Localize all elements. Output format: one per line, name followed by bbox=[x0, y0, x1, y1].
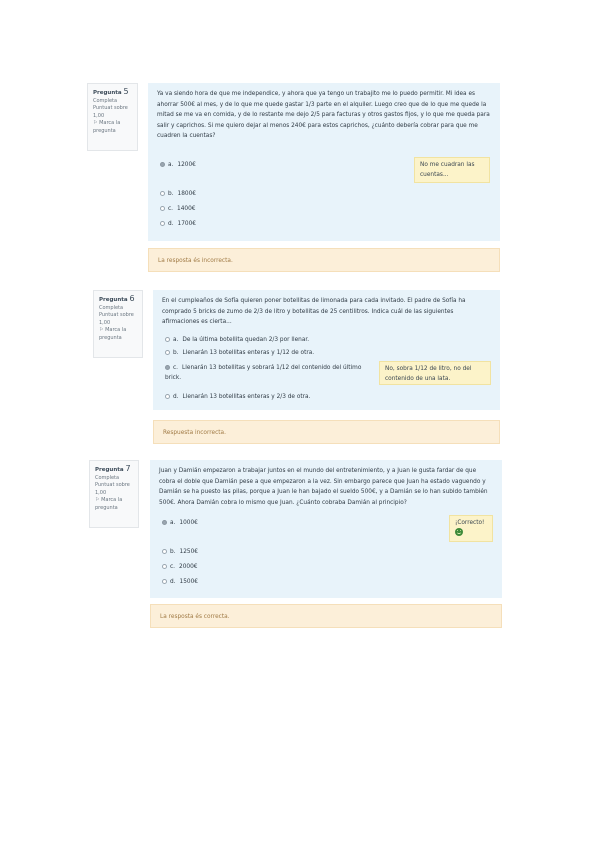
question-number bbox=[93, 88, 132, 98]
flag-question-link[interactable] bbox=[93, 120, 132, 128]
answer-option-c[interactable] bbox=[162, 563, 197, 571]
answer-letter: b. bbox=[173, 350, 179, 356]
answer-text: Llenarán 13 botellitas enteras y 1/12 de otra. bbox=[182, 350, 315, 356]
flag-question-link-line2[interactable]: pregunta bbox=[93, 127, 116, 134]
answer-letter: a. bbox=[170, 520, 176, 526]
answer-option-a[interactable] bbox=[165, 336, 309, 344]
flag-icon: ⚐ bbox=[99, 327, 104, 333]
flag-icon: ⚐ bbox=[93, 120, 98, 126]
answer-option-b[interactable] bbox=[160, 190, 196, 198]
answer-letter: b. bbox=[170, 549, 176, 555]
answer-feedback bbox=[449, 515, 493, 542]
answer-option-c[interactable] bbox=[160, 205, 195, 213]
radio-button[interactable] bbox=[160, 206, 165, 211]
flag-label: Marca la bbox=[105, 327, 127, 333]
question-number-value: 5 bbox=[123, 87, 129, 96]
question-outcome-7: La resposta és correcta. bbox=[150, 604, 502, 628]
radio-button[interactable] bbox=[162, 564, 167, 569]
question-label: Pregunta bbox=[95, 467, 124, 473]
answer-text: 1000€ bbox=[179, 520, 198, 526]
radio-button[interactable] bbox=[162, 520, 167, 525]
question-formulation-7 bbox=[150, 460, 502, 598]
answer-text: 1250€ bbox=[179, 549, 198, 555]
question-grade-value: 1,00 bbox=[93, 112, 105, 119]
question-text: Ya va siendo hora de que me independice, y ahora que ya tengo un trabajito me lo puedo permitir. Mi idea es ahorrar 500€ al mes, y de lo que me quede gastar 1/3 parte en el alquiler. Luego creo que de lo que me quede la mitad se me va en comida, y de lo restante me dejo 2/5 para facturas y otros gastos fijos, y lo que me queda para salir y caprichos. Si me quiero dejar al menos 240€ para estos caprichos, ¿cuánto debería cobrar para que me cuadren la cuentas? bbox=[157, 91, 490, 139]
answer-text: Llenarán 13 botellitas y sobrará 1/12 del contenido del último brick. bbox=[165, 365, 362, 381]
question-info-5 bbox=[87, 83, 138, 151]
answer-option-a[interactable] bbox=[160, 161, 196, 169]
answer-letter: d. bbox=[168, 221, 174, 227]
radio-button[interactable] bbox=[160, 162, 165, 167]
answer-letter: a. bbox=[173, 337, 179, 343]
question-number-value: 7 bbox=[125, 464, 131, 473]
question-state: Completa bbox=[93, 97, 118, 104]
answer-text: 2000€ bbox=[179, 564, 198, 570]
question-number bbox=[99, 295, 137, 305]
question-label: Pregunta bbox=[93, 90, 122, 96]
answer-text: Llenarán 13 botellitas enteras y 2/3 de otra. bbox=[182, 394, 311, 400]
question-number-value: 6 bbox=[129, 294, 135, 303]
answer-feedback: No me cuadran las cuentas... bbox=[414, 157, 490, 183]
answer-option-b[interactable] bbox=[162, 548, 198, 556]
question-number bbox=[95, 465, 133, 475]
question-text: Juan y Damián empezaron a trabajar juntos en el mundo del entretenimiento, y a Juan le gusta fardar de que cobra el doble que Damián pese a que empezaron a la vez. Sin embargo parece que Juan ha estado vaguendo y Damián se ha puesto las pilas, porque a Juan le han bajado el sueldo 500€, y a Damián se lo han subido también 500€. Ahora Damián cobra lo mismo que Juan. ¿Cuánto cobraba Damián al principio? bbox=[159, 468, 488, 506]
question-info-6 bbox=[93, 290, 143, 358]
answer-letter: d. bbox=[170, 579, 176, 585]
answer-text: 1800€ bbox=[177, 191, 196, 197]
question-info-7 bbox=[89, 460, 139, 528]
answer-text: 1200€ bbox=[177, 162, 196, 168]
radio-button[interactable] bbox=[160, 191, 165, 196]
question-grade-label: Puntuat sobre bbox=[95, 482, 130, 488]
answer-letter: a. bbox=[168, 162, 174, 168]
question-grade-label: Puntuat sobre bbox=[99, 312, 134, 318]
radio-button[interactable] bbox=[165, 394, 170, 399]
answer-option-d[interactable] bbox=[162, 578, 198, 586]
answer-feedback: No, sobra 1/12 de litro, no del contenido de una lata. bbox=[379, 361, 491, 385]
flag-label: Marca la bbox=[101, 497, 123, 503]
radio-button[interactable] bbox=[160, 221, 165, 226]
question-formulation-6 bbox=[153, 290, 500, 410]
feedback-text: ¡Correcto! bbox=[455, 520, 485, 526]
flag-question-link[interactable] bbox=[95, 497, 133, 505]
question-grade-value: 1,00 bbox=[95, 489, 107, 496]
answer-letter: d. bbox=[173, 394, 179, 400]
smiley-icon bbox=[455, 528, 463, 536]
radio-button[interactable] bbox=[165, 350, 170, 355]
flag-label: Marca la bbox=[99, 120, 121, 126]
question-outcome-5: La resposta és incorrecta. bbox=[148, 248, 500, 272]
flag-question-link-line2[interactable]: pregunta bbox=[95, 504, 118, 511]
answer-option-a[interactable] bbox=[162, 519, 198, 527]
answer-letter: c. bbox=[173, 365, 179, 371]
answer-option-d[interactable] bbox=[160, 220, 196, 228]
answer-option-c[interactable] bbox=[165, 363, 370, 383]
radio-button[interactable] bbox=[162, 549, 167, 554]
answer-letter: c. bbox=[170, 564, 176, 570]
radio-button[interactable] bbox=[165, 337, 170, 342]
radio-button[interactable] bbox=[162, 579, 167, 584]
question-state: Completa bbox=[95, 474, 120, 481]
answer-text: 1400€ bbox=[177, 206, 196, 212]
answer-letter: c. bbox=[168, 206, 174, 212]
answer-letter: b. bbox=[168, 191, 174, 197]
question-label: Pregunta bbox=[99, 297, 128, 303]
answer-text: 1500€ bbox=[179, 579, 198, 585]
answer-text: 1700€ bbox=[177, 221, 196, 227]
question-grade-label: Puntuat sobre bbox=[93, 105, 128, 111]
question-outcome-6: Respuesta incorrecta. bbox=[153, 420, 500, 444]
flag-icon: ⚐ bbox=[95, 497, 100, 503]
answer-option-d[interactable] bbox=[165, 393, 310, 401]
answer-text: De la última botellita quedan 2/3 por llenar. bbox=[182, 337, 310, 343]
question-formulation-5 bbox=[148, 83, 500, 241]
question-grade-value: 1,00 bbox=[99, 319, 111, 326]
flag-question-link[interactable] bbox=[99, 327, 137, 335]
answer-option-b[interactable] bbox=[165, 349, 314, 357]
question-text: En el cumpleaños de Sofía quieren poner botellitas de limonada para cada invitado. El padre de Sofía ha comprado 5 bricks de zumo de 2/3 de litro y botellitas de 25 centilitros. Indica cuál de las siguientes afirmaciones es cierta... bbox=[162, 298, 466, 325]
flag-question-link-line2[interactable]: pregunta bbox=[99, 334, 122, 341]
radio-button[interactable] bbox=[165, 365, 170, 370]
question-state: Completa bbox=[99, 304, 124, 311]
